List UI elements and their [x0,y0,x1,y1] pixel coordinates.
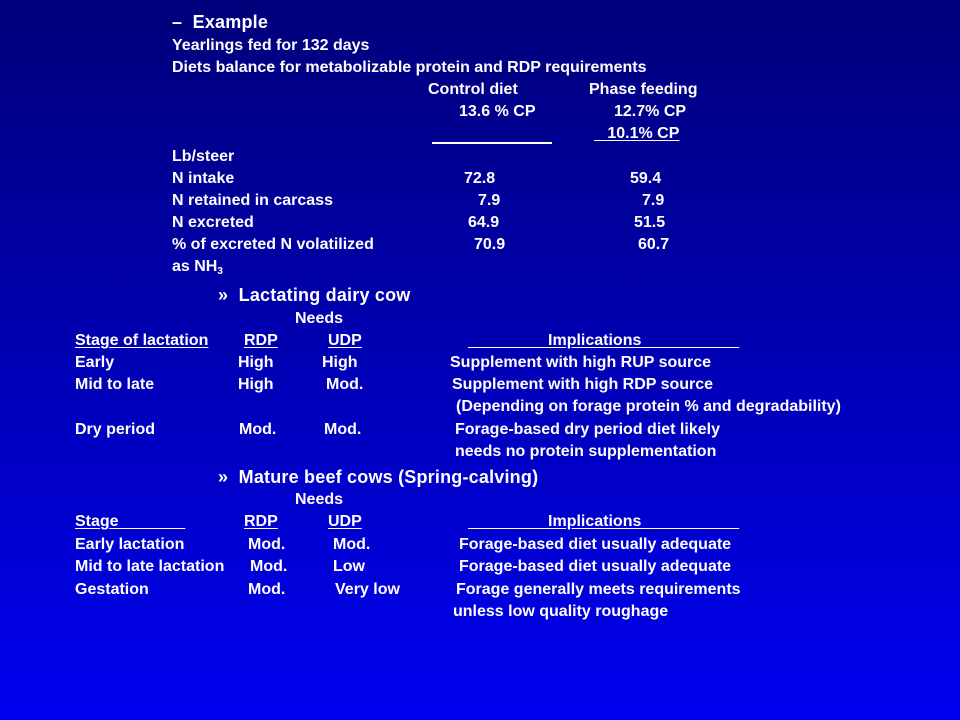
beef-row-note: unless low quality roughage [453,603,669,620]
beef-row-rdp: Mod. [248,581,286,598]
row-label: N retained in carcass [172,192,333,209]
dairy-row-stage: Dry period [75,421,156,438]
dairy-row-stage: Early [75,354,115,371]
example-heading-text: Example [192,12,269,32]
dairy-row-rdp: Mod. [239,421,277,438]
row-label: N intake [172,170,235,187]
dairy-heading-text: Lactating dairy cow [238,285,411,305]
beef-row-stage: Early lactation [75,536,185,553]
dairy-header-udp: UDP [328,332,362,349]
beef-row-udp: Very low [335,581,400,598]
beef-row-rdp: Mod. [250,558,288,575]
dash-bullet: – [172,12,183,32]
row-control-value: 7.9 [478,192,501,209]
beef-row-implications: Forage-based diet usually adequate [459,536,732,553]
row-phase-value: 59.4 [630,170,662,187]
dairy-row-note: (Depending on forage protein % and degradability) [456,398,841,415]
dairy-row-udp: High [322,354,358,371]
dairy-header-rdp: RDP [244,332,278,349]
dairy-row-udp: Mod. [326,376,364,393]
beef-row-udp: Mod. [333,536,371,553]
control-cp: 13.6 % CP [459,103,536,120]
example-line-1: Yearlings fed for 132 days [172,37,370,54]
phase-cp-2: 10.1% CP [607,125,680,142]
row-phase-value: 51.5 [634,214,666,231]
row-label: % of excreted N volatilized [172,236,374,253]
beef-row-stage: Mid to late lactation [75,558,225,575]
dairy-row-implications: Supplement with high RDP source [452,376,714,393]
row-label: N excreted [172,214,254,231]
beef-row-stage: Gestation [75,581,149,598]
dairy-row-stage: Mid to late [75,376,155,393]
beef-row-implications: Forage generally meets requirements [456,581,741,598]
example-heading [172,11,268,33]
col-control-diet: Control diet [428,81,518,98]
beef-header-rdp: RDP [244,513,278,530]
dairy-row-implications: Forage-based dry period diet likely [455,421,720,438]
dairy-needs-label: Needs [295,310,344,327]
beef-row-implications: Forage-based diet usually adequate [459,558,732,575]
dairy-heading [218,284,410,306]
row-control-value: 70.9 [474,236,506,253]
bullet-icon: » [218,285,229,305]
dairy-header-implications: Implications [548,332,642,349]
beef-header-implications: Implications [548,513,642,530]
unit-label: Lb/steer [172,148,235,165]
nh3-label: as $NH_3$ [172,258,223,277]
row-control-value: 72.8 [464,170,496,187]
dairy-row-note: needs no protein supplementation [455,443,717,460]
beef-row-udp: Low [333,558,365,575]
beef-heading-text: Mature beef cows (Spring-calving) [238,467,539,487]
dairy-row-implications: Supplement with high RUP source [450,354,712,371]
beef-heading [218,466,538,488]
row-phase-value: 60.7 [638,236,670,253]
phase-cp-1: 12.7% CP [614,103,687,120]
dairy-header-stage: Stage of lactation [75,332,209,349]
row-phase-value: 7.9 [642,192,665,209]
row-control-value: 64.9 [468,214,500,231]
beef-header-udp: UDP [328,513,362,530]
example-line-2: Diets balance for metabolizable protein and RDP requirements [172,59,647,76]
dairy-row-udp: Mod. [324,421,362,438]
dairy-row-rdp: High [238,376,274,393]
beef-header-stage: Stage [75,513,119,530]
bullet-icon: » [218,467,229,487]
beef-needs-label: Needs [295,491,344,508]
dairy-row-rdp: High [238,354,274,371]
control-underline [432,142,552,144]
beef-row-rdp: Mod. [248,536,286,553]
col-phase-feeding: Phase feeding [589,81,698,98]
